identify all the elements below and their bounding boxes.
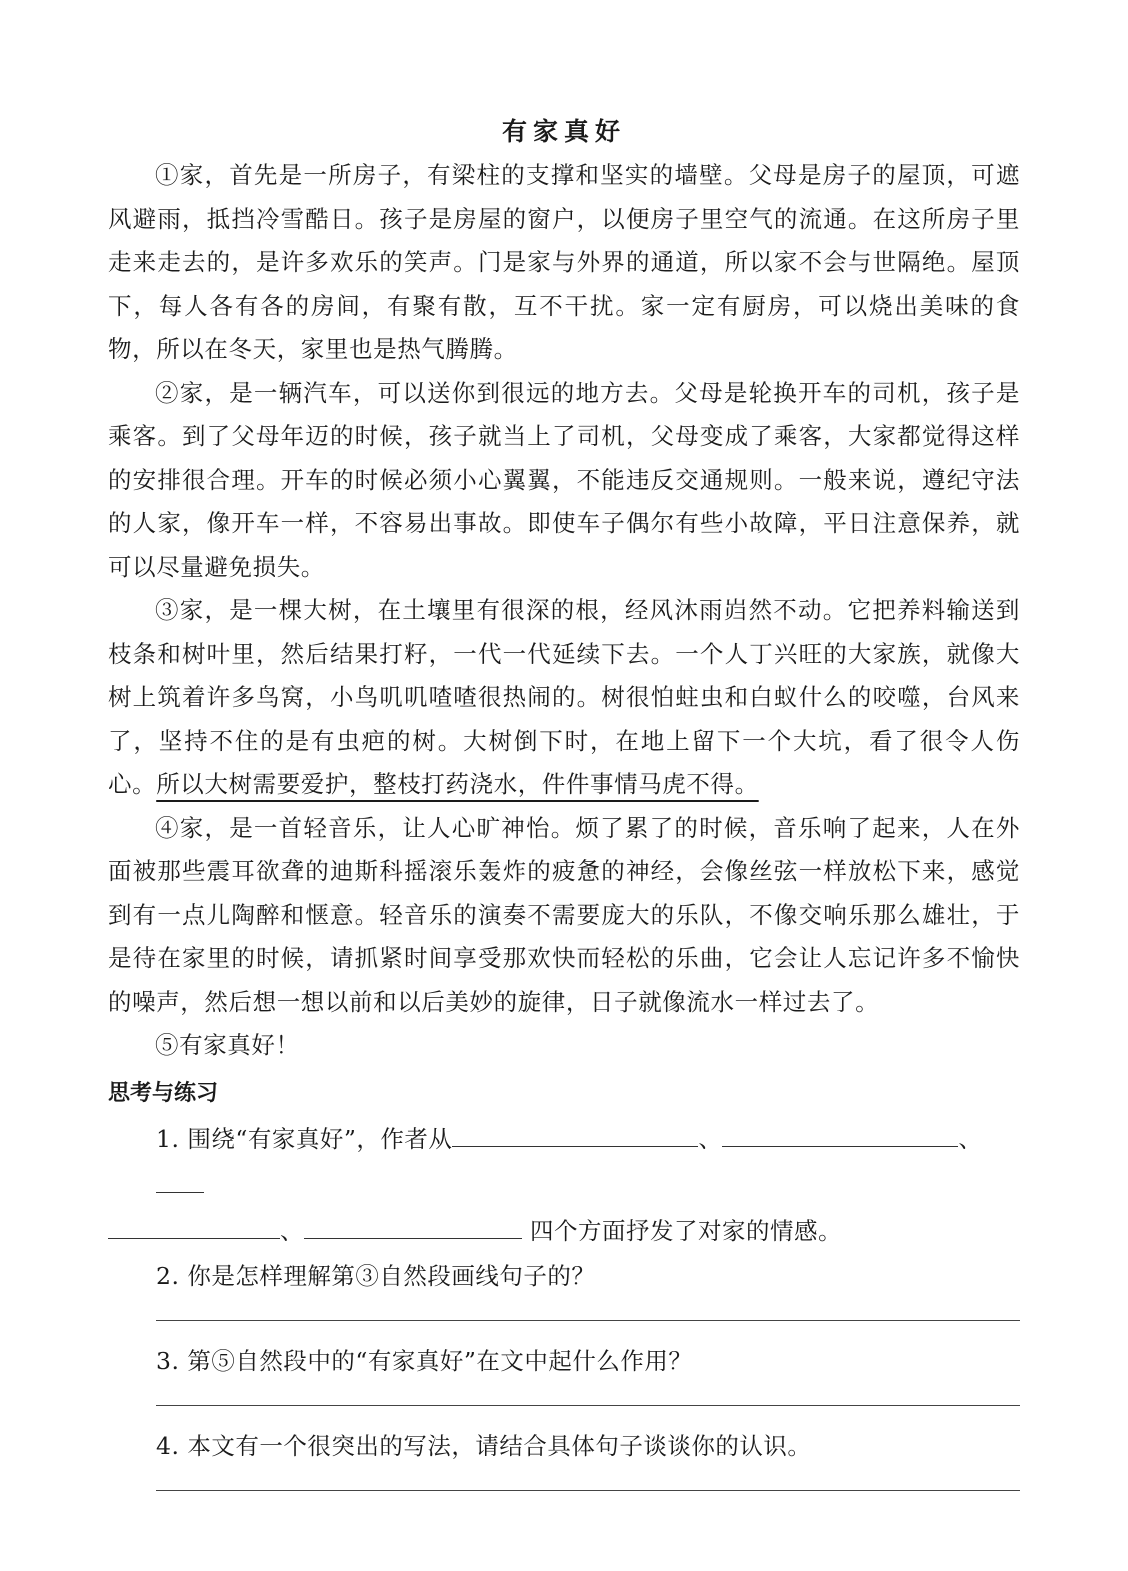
answer-blank-1[interactable]	[452, 1116, 698, 1147]
answer-blank-4[interactable]	[304, 1208, 522, 1239]
paragraph-3	[108, 589, 1020, 807]
question-2: 2. 你是怎样理解第③自然段画线句子的？	[156, 1261, 596, 1290]
article-title: 有家真好	[501, 117, 626, 146]
question-1-suffix: 四个方面抒发了对家的情感。	[529, 1216, 842, 1245]
underlined-sentence: 所以大树需要爱护，整枝打药浇水，件件事情马虎不得。	[156, 770, 759, 798]
answer-blank-2[interactable]	[722, 1116, 958, 1147]
paragraph-4: ④家，是一首轻音乐，让人心旷神怡。烦了累了的时候，音乐响了起来，人在外面被那些震耳欲聋的迪斯科摇滚乐轰炸的疲惫的神经，会像丝弦一样放松下来，感觉到有一点儿陶醉和惬意。轻音乐的演奏不需要庞大的乐队，不像交响乐那么雄壮，于是待在家里的时候，请抓紧时间享受那欢快而轻松的乐曲，它会让人忘记许多不愉快的噪声，然后想一想以前和以后美妙的旋律，日子就像流水一样过去了。	[108, 813, 1020, 1016]
answer-blank-3-end[interactable]	[108, 1208, 280, 1239]
question-1	[108, 1116, 1020, 1254]
paragraph-1: ①家，首先是一所房子，有梁柱的支撑和坚实的墙壁。父母是房子的屋顶，可遮风避雨，抵挡冷雪酷日。孩子是房屋的窗户，以便房子里空气的流通。在这所房子里走来走去的，是许多欢乐的笑声。门是家与外界的通道，所以家不会与世隔绝。屋顶下，每人各有各的房间，有聚有散，互不干扰。家一定有厨房，可以烧出美味的食物，所以在冬天，家里也是热气腾腾。	[108, 161, 1020, 363]
question-1-prefix: 1. 围绕“有家真好”，作者从	[156, 1124, 453, 1153]
separator: 、	[698, 1124, 723, 1153]
answer-line-2[interactable]	[156, 1320, 1020, 1321]
separator: 、	[280, 1216, 304, 1245]
paragraph-3-text: ③家，是一棵大树，在土壤里有很深的根，经风沐雨岿然不动。它把养料输送到枝条和树叶里，然后结果打籽，一代一代延续下去。一个人丁兴旺的大家族，就像大树上筑着许多鸟窝，小鸟叽叽喳喳很热闹的。树很怕蛀虫和白蚁什么的咬噬，台风来了，坚持不住的是有虫疤的树。大树倒下时，在地上留下一个大坑，看了很令人伤心。	[108, 596, 1020, 798]
paragraph-2: ②家，是一辆汽车，可以送你到很远的地方去。父母是轮换开车的司机，孩子是乘客。到了父母年迈的时候，孩子就当上了司机，父母变成了乘客，大家都觉得这样的安排很合理。开车的时候必须小心翼翼，不能违反交通规则。一般来说，遵纪守法的人家，像开车一样，不容易出事故。即使车子偶尔有些小故障，平日注意保养，就可以尽量避免损失。	[108, 378, 1020, 581]
paragraph-5: ⑤有家真好！	[155, 1031, 300, 1059]
question-4: 4. 本文有一个很突出的写法，请结合具体句子谈谈你的认识。	[156, 1431, 812, 1460]
worksheet-page	[108, 112, 1020, 1509]
separator: 、	[958, 1124, 983, 1153]
answer-blank-3-start[interactable]	[156, 1162, 204, 1193]
exercises-heading: 思考与练习	[108, 1080, 219, 1106]
answer-line-3[interactable]	[156, 1405, 1020, 1406]
question-3: 3. 第⑤自然段中的“有家真好”在文中起什么作用？	[156, 1346, 693, 1375]
answer-line-4[interactable]	[156, 1490, 1020, 1491]
